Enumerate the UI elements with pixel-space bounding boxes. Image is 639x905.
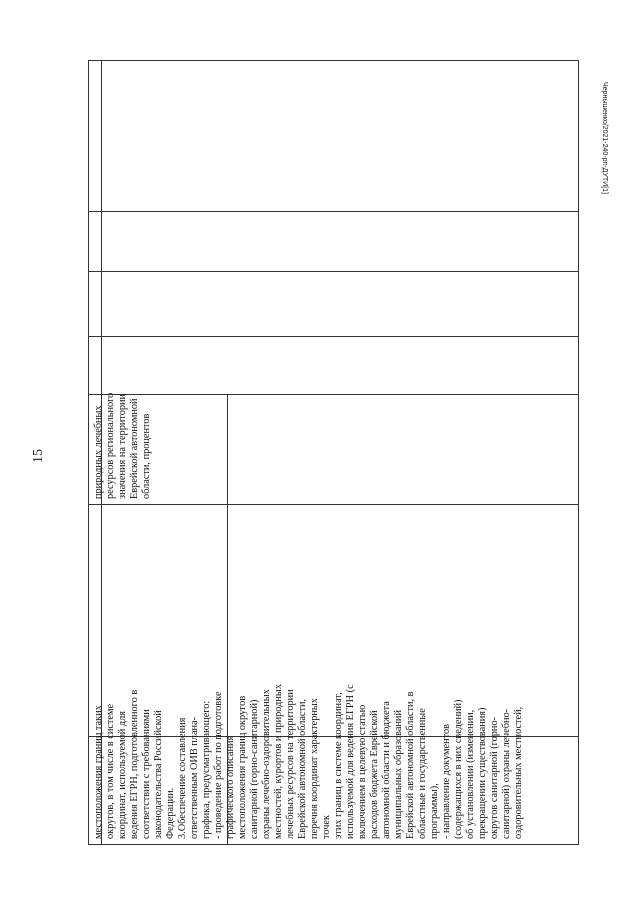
text-line: ответственным ОИВ плана- — [189, 716, 200, 839]
text-line: охраны лечебно-оздоровительных — [261, 689, 272, 839]
text-line: ведения ЕГРН, подготовленного в — [129, 689, 140, 839]
text-line: местоположения границ таких — [93, 705, 104, 839]
text-line: Еврейской автономной области, в — [405, 691, 416, 839]
data-table — [88, 60, 579, 845]
text-line: санитарной (горно-санитарной) — [249, 699, 260, 839]
text-line: местностей, курортов и природных — [273, 684, 284, 839]
text-line: графика, предусматривающего: — [201, 700, 212, 839]
text-line: включением в целевую статью — [357, 704, 368, 839]
table-divider — [89, 394, 578, 395]
text-line: - направление документов — [441, 723, 452, 839]
table-divider — [89, 336, 578, 337]
text-line: программы), — [429, 783, 440, 839]
page-number: 15 — [31, 449, 46, 463]
text-line: Еврейской автономной — [129, 398, 140, 499]
column-1-text — [93, 684, 525, 839]
table-divider — [89, 211, 578, 212]
table-divider — [89, 504, 578, 505]
text-line: природных лечебных — [93, 405, 104, 499]
text-line: санитарной) охраны лечебно- — [501, 708, 512, 839]
stamp-text: Чернышенко/2021-240-рп-ДУТИ[1] — [601, 82, 608, 194]
text-line: точек — [321, 815, 332, 839]
text-line: графического описания — [225, 735, 236, 839]
text-line: (содержащихся в них сведений) — [453, 699, 464, 839]
text-line: законодательства Российской — [153, 710, 164, 839]
text-line: ресурсов регионального — [105, 392, 116, 499]
table-divider — [89, 271, 578, 272]
text-line: перечня координат характерных — [309, 698, 320, 839]
text-line: соответствии с требованиями — [141, 709, 152, 839]
text-line: Федерации. — [165, 787, 176, 839]
text-line: используемой для ведения ЕГРН (с — [345, 684, 356, 839]
text-line: расходов бюджета Еврейской — [369, 710, 380, 839]
column-2-text — [93, 393, 153, 499]
text-line: Еврейской автономной области, — [297, 698, 308, 839]
text-line: областные и государственные — [417, 708, 428, 839]
text-line: 3.Обеспечение составления — [177, 717, 188, 839]
text-line: округов, в том числе в системе — [105, 703, 116, 839]
text-line: местоположения границ округов — [237, 695, 248, 839]
text-line: округов санитарной (горно- — [489, 716, 500, 839]
text-line: этих границ в системе координат, — [333, 692, 344, 839]
text-line: прекращении существования) — [477, 707, 488, 839]
text-line: оздоровительных местностей, — [513, 706, 524, 839]
text-line: координат, используемой для — [117, 711, 128, 839]
text-line: муниципальных образований — [393, 710, 404, 839]
text-line: автономной области и бюджета — [381, 701, 392, 839]
text-line: значения на территории — [117, 393, 128, 499]
text-line: лечебных ресурсов на территории — [285, 689, 296, 839]
text-line: области, процентов — [141, 413, 152, 499]
document-stamp — [598, 82, 608, 212]
text-line: - проведение работ по подготовке — [213, 691, 224, 839]
text-line: об установлении (изменении, — [465, 709, 476, 839]
